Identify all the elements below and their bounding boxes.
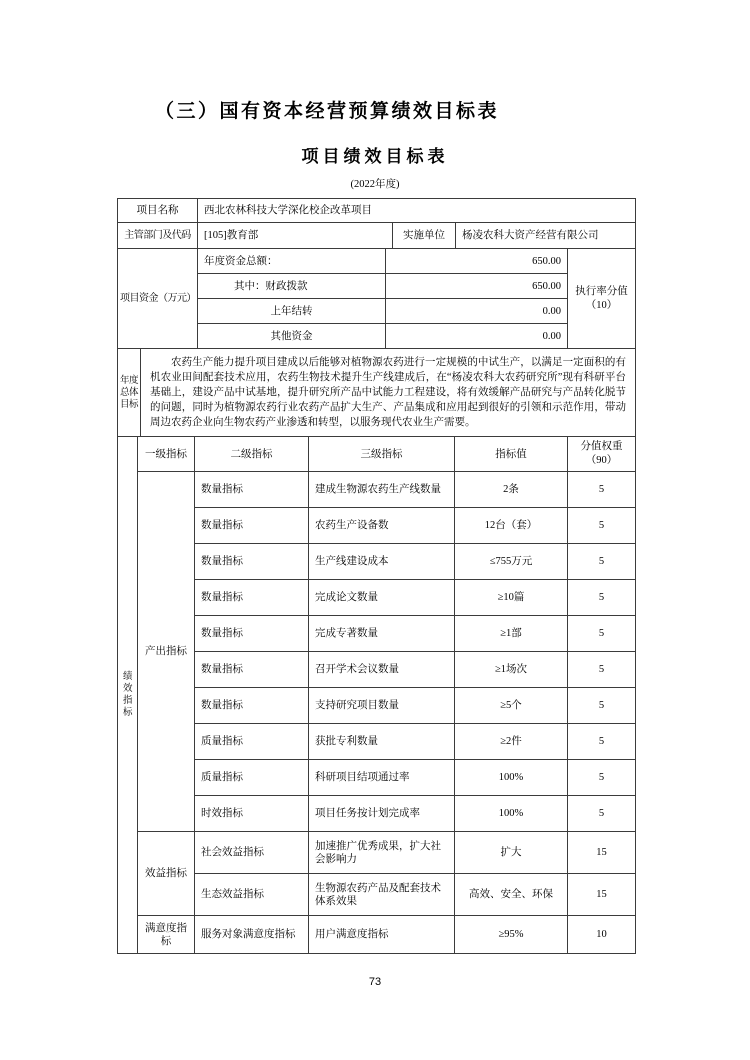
execution-rate-score: （10） [585, 299, 618, 311]
group-output-label: 产出指标 [138, 472, 195, 832]
project-name-label: 项目名称 [118, 199, 198, 223]
indicator-value: 100% [455, 760, 568, 796]
indicator-value: ≤755万元 [455, 544, 568, 580]
indicator-level2: 时效指标 [195, 796, 309, 832]
indicator-value: 2条 [455, 472, 568, 508]
indicator-header-row [118, 437, 636, 472]
indicator-weight: 15 [568, 832, 636, 874]
indicator-weight: 5 [568, 508, 636, 544]
annual-goal-text: 农药生产能力提升项目建成以后能够对植物源农药进行一定规模的中试生产，以满足一定面积的有机农业田间配套技术应用，农药生物技术提升生产线建成后，在“杨凌农科大农药研究所”现有科研平台基础上，建设产品中试基地，提升研究所产品中试能力工程建设，将有效缓解产品研究与产品转化脱节的问题，同时为植物源农药行业农药产品扩大生产、产品集成和应用起到很好的引领和示范作用，带动周边农药企业向生物农药产业渗透和转型，以服务现代农业生产需要。 [150, 357, 626, 428]
indicator-row [118, 652, 636, 688]
implementer-label: 实施单位 [393, 223, 456, 249]
indicator-row [118, 580, 636, 616]
indicator-level2: 数量指标 [195, 544, 309, 580]
indicator-level3: 项目任务按计划完成率 [309, 796, 455, 832]
annual-goal-cell [141, 349, 636, 437]
fund-name: 上年结转 [198, 299, 386, 324]
indicator-weight: 5 [568, 688, 636, 724]
performance-table [117, 436, 636, 954]
header-weight-line1: 分值权重 [580, 441, 623, 452]
indicator-row [118, 796, 636, 832]
indicator-value: 12台（套） [455, 508, 568, 544]
indicator-level2: 数量指标 [195, 472, 309, 508]
department-value: [105]教育部 [198, 223, 393, 249]
annual-goal-table [117, 348, 636, 437]
indicator-level3: 完成论文数量 [309, 580, 455, 616]
fund-value: 0.00 [386, 299, 568, 324]
header-weight-line2: （90） [585, 455, 618, 466]
fund-name: 其中：财政拨款 [198, 274, 386, 299]
indicator-weight: 10 [568, 916, 636, 954]
indicator-level3: 建成生物源农药生产线数量 [309, 472, 455, 508]
indicator-level3: 科研项目结项通过率 [309, 760, 455, 796]
target-table [117, 198, 635, 954]
header-level1: 一级指标 [138, 437, 195, 472]
indicator-level3: 生物源农药产品及配套技术体系效果 [309, 874, 455, 916]
indicator-weight: 5 [568, 652, 636, 688]
indicator-weight: 5 [568, 616, 636, 652]
indicator-level3: 农药生产设备数 [309, 508, 455, 544]
indicator-level2: 服务对象满意度指标 [195, 916, 309, 954]
fund-value: 650.00 [386, 274, 568, 299]
indicator-value: ≥95% [455, 916, 568, 954]
indicator-weight: 5 [568, 544, 636, 580]
indicator-row [118, 874, 636, 916]
implementer-value: 杨凌农科大资产经营有限公司 [456, 223, 636, 249]
header-level2: 二级指标 [195, 437, 309, 472]
indicator-level2: 质量指标 [195, 724, 309, 760]
indicator-level2: 数量指标 [195, 688, 309, 724]
execution-rate-label: 执行率分值 [575, 285, 628, 297]
fund-name: 其他资金 [198, 324, 386, 349]
indicator-level3: 加速推广优秀成果，扩大社会影响力 [309, 832, 455, 874]
project-name-value: 西北农林科技大学深化校企改革项目 [198, 199, 636, 223]
indicator-row [118, 832, 636, 874]
fund-row [118, 249, 636, 274]
indicator-weight: 5 [568, 724, 636, 760]
indicator-level3: 完成专著数量 [309, 616, 455, 652]
indicator-value: 100% [455, 796, 568, 832]
funds-table [117, 248, 636, 349]
department-row [118, 223, 636, 249]
indicator-row [118, 916, 636, 954]
indicator-row [118, 472, 636, 508]
indicator-level2: 数量指标 [195, 616, 309, 652]
annual-goal-row [118, 349, 636, 437]
department-label: 主管部门及代码 [118, 223, 198, 249]
header-weight [568, 437, 636, 472]
indicator-level2: 社会效益指标 [195, 832, 309, 874]
indicator-level3: 获批专利数量 [309, 724, 455, 760]
project-name-row [118, 199, 636, 223]
indicator-row [118, 724, 636, 760]
indicator-level3: 用户满意度指标 [309, 916, 455, 954]
indicator-row [118, 760, 636, 796]
indicator-row [118, 616, 636, 652]
indicator-row [118, 688, 636, 724]
fund-name: 年度资金总额： [198, 249, 386, 274]
indicator-level2: 数量指标 [195, 580, 309, 616]
indicator-weight: 5 [568, 796, 636, 832]
section-heading: （三）国有资本经营预算绩效目标表 [155, 101, 500, 122]
indicator-value: ≥1场次 [455, 652, 568, 688]
indicator-weight: 5 [568, 472, 636, 508]
performance-side-label: 绩效指标 [118, 437, 138, 954]
group-satisfaction-label: 满意度指标 [138, 916, 195, 954]
indicator-row [118, 508, 636, 544]
funds-label: 项目资金（万元） [118, 249, 198, 349]
indicator-level3: 召开学术会议数量 [309, 652, 455, 688]
indicator-level2: 数量指标 [195, 508, 309, 544]
group-benefit-label: 效益指标 [138, 832, 195, 916]
indicator-level2: 质量指标 [195, 760, 309, 796]
fund-value: 650.00 [386, 249, 568, 274]
page-number: 73 [368, 976, 382, 988]
indicator-value: ≥10篇 [455, 580, 568, 616]
basic-info-table [117, 198, 636, 249]
execution-rate-cell [568, 249, 636, 349]
indicator-value: 高效、安全、环保 [455, 874, 568, 916]
annual-goal-label: 年度总体目标 [118, 349, 141, 437]
indicator-row [118, 544, 636, 580]
indicator-weight: 5 [568, 580, 636, 616]
indicator-value: ≥2件 [455, 724, 568, 760]
indicator-level3: 支持研究项目数量 [309, 688, 455, 724]
indicator-value: ≥1部 [455, 616, 568, 652]
indicator-weight: 15 [568, 874, 636, 916]
header-level3: 三级指标 [309, 437, 455, 472]
header-value: 指标值 [455, 437, 568, 472]
fund-value: 0.00 [386, 324, 568, 349]
indicator-level2: 生态效益指标 [195, 874, 309, 916]
table-title: 项目绩效目标表 [301, 147, 449, 166]
year-note: (2022年度) [350, 179, 400, 190]
indicator-value: 扩大 [455, 832, 568, 874]
indicator-weight: 5 [568, 760, 636, 796]
indicator-value: ≥5个 [455, 688, 568, 724]
indicator-level3: 生产线建设成本 [309, 544, 455, 580]
indicator-level2: 数量指标 [195, 652, 309, 688]
